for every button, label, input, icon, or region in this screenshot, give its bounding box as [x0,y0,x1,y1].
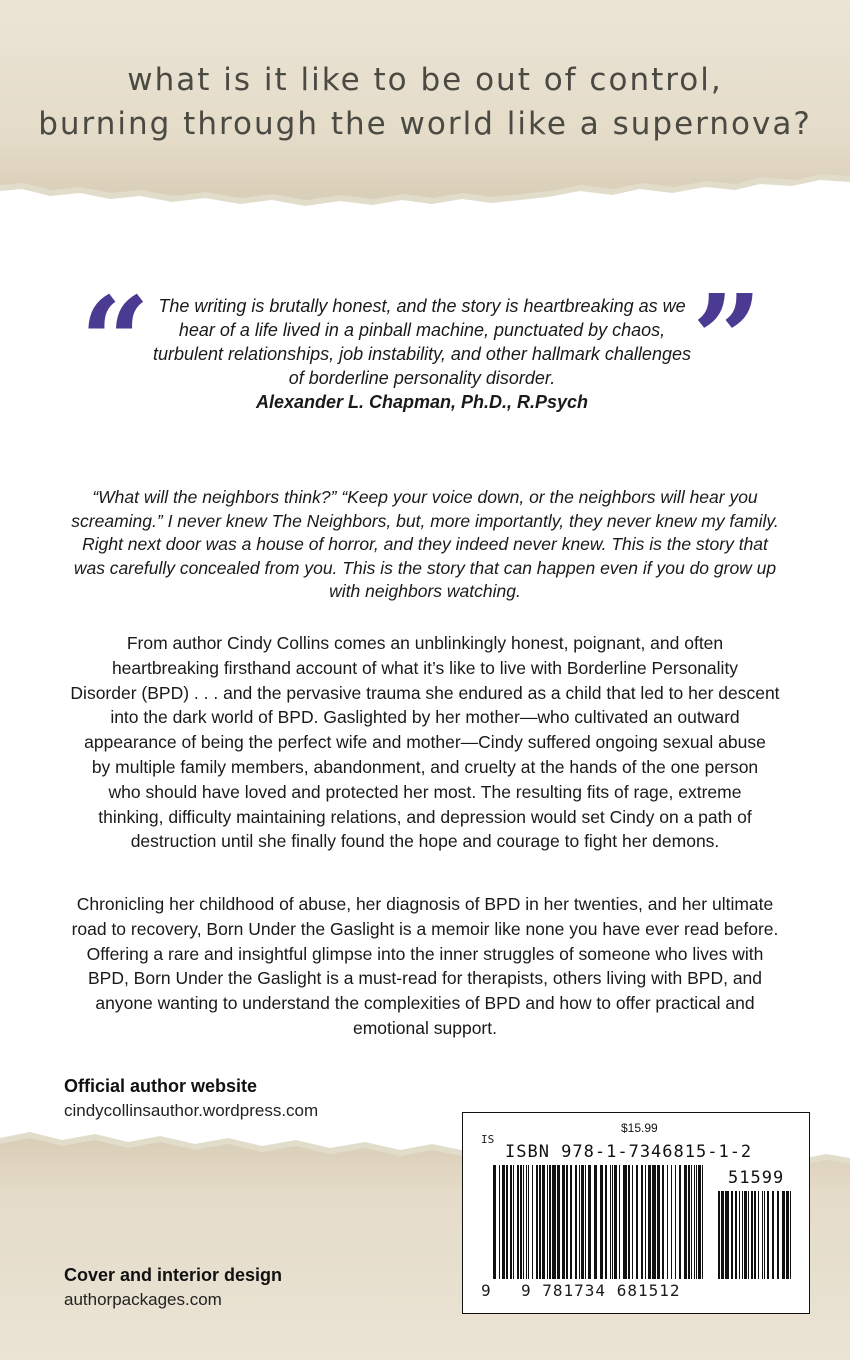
barcode-bar [636,1165,638,1279]
barcode-bar [748,1191,749,1279]
barcode-bar [585,1165,586,1279]
p1-line-6: by multiple family members, abandonment, and cruelty at the hands of the one person [91,756,759,777]
barcode-bar [688,1165,690,1279]
barcode-bar [790,1191,791,1279]
barcode-bar [513,1165,514,1279]
endorsement [80,267,770,430]
barcode-bar [662,1165,664,1279]
barcode-bar [675,1165,676,1279]
barcode-bar [698,1165,701,1279]
isbn-prefix: IS [481,1133,495,1146]
barcode-bar [742,1191,743,1279]
intro-line-4: was carefully concealed from you. This is the story that can happen even if you do grow up [73,557,777,578]
barcode-bar [721,1191,724,1279]
p2-line-6: emotional support. [353,1017,497,1038]
barcode-bar [786,1191,789,1279]
intro-line-3: Right next door was a house of horror, and they indeed never knew. This is the story that [82,534,768,554]
ean-lead-digit: 9 [481,1281,491,1300]
p2-line-1: Chronicling her childhood of abuse, her diagnosis of BPD in her twenties, and her ultimate [76,894,774,914]
p1-line-7: who should have loved and protected her most. The resulting fits of rage, extreme [108,781,742,802]
barcode-bar [744,1191,747,1279]
barcode-bar [645,1165,646,1279]
p1-line-4: into the dark world of BPD. Gaslighted by her mother—who cultivated an outward [110,707,740,728]
intro-line-2: screaming.” I never knew The Neighbors, but, more importantly, they never knew my family. [71,510,779,531]
price-addon-code: 51599 [728,1168,785,1188]
barcode-bar [510,1165,512,1279]
barcode-bar [764,1191,765,1279]
isbn-number: ISBN 978-1-7346815-1-2 [505,1142,753,1162]
barcode-bar [532,1165,533,1279]
endorsement-line-3: turbulent relationships, job instability, and other hallmark challenges [153,344,691,364]
barcode-bar [657,1165,660,1279]
barcode-bar [671,1165,672,1279]
barcode-bar [718,1191,720,1279]
barcode-bar [632,1165,633,1279]
barcode-bar [575,1165,577,1279]
barcode-bar [614,1165,617,1279]
barcode-bar [562,1165,565,1279]
barcode-bar [731,1191,733,1279]
barcode-bar [539,1165,541,1279]
ean-digits: 9 781734 681512 [521,1281,681,1300]
author-website-link[interactable]: cindycollinsauthor.wordpress.com [64,1101,319,1120]
tagline-line-1: what is it like to be out of control, [127,62,723,98]
intro-line-5: with neighbors watching. [329,581,521,601]
p1-line-3: Disorder (BPD) . . . and the pervasive trauma she endured as a child that led to her descent [70,682,780,703]
barcode-bar [667,1165,668,1279]
barcode-bar [652,1165,656,1279]
endorsement-line-4: of borderline personality disorder. [288,368,556,388]
p2-line-4: BPD, Born Under the Gaslight is a must-read for therapists, others living with BPD, and [87,968,763,989]
barcode-bar [552,1165,556,1279]
description-paragraph-1 [62,631,788,854]
barcode-bar [767,1191,769,1279]
description-paragraph-2 [58,892,792,1041]
p1-line-2: heartbreaking firsthand account of what it’s like to live with Borderline Personality [111,657,739,678]
p1-line-5: appearance of being the perfect wife and mother—Cindy suffered ongoing sexual abuse [84,732,766,753]
barcode-bar [588,1165,591,1279]
barcode-bar [648,1165,651,1279]
barcode-bar [566,1165,568,1279]
barcode-bar [696,1165,697,1279]
barcode-bar [772,1191,774,1279]
barcode-bar [739,1191,740,1279]
barcode-bar [691,1165,692,1279]
p2-line-5: anyone wanting to understand the complexities of BPD and how to offer practical and [95,993,755,1014]
design-credit-link[interactable]: authorpackages.com [64,1290,222,1309]
barcode-bar [570,1165,572,1279]
barcode-bar [628,1165,630,1279]
barcode-bar [679,1165,681,1279]
p1-line-8: thinking, difficulty maintaining relations, and depression would set Cindy on a path of [98,806,752,827]
barcode-bar [623,1165,627,1279]
barcode-bar [526,1165,527,1279]
barcode-bar [523,1165,524,1279]
endorsement-line-1: The writing is brutally honest, and the story is heartbreaking as we [158,296,686,316]
close-quote-icon: ” [692,267,763,411]
p2-line-2: road to recovery, Born Under the Gaslight is a memoir like none you have ever read before. [71,918,779,939]
barcode-bar [600,1165,603,1279]
endorsement-line-2: hear of a life lived in a pinball machine, punctuated by chaos, [178,320,666,340]
barcode-bar [762,1191,763,1279]
p1-line-9: destruction until she finally found the hope and courage to fight her demons. [130,831,720,852]
barcode-bar [605,1165,607,1279]
open-quote-icon: “ [80,269,151,413]
price: $15.99 [621,1121,658,1135]
barcode-bar [499,1165,500,1279]
barcode-bar [684,1165,687,1279]
isbn-barcode [462,1112,810,1314]
tagline-line-2: burning through the world like a supernova? [38,106,812,142]
barcode-bar [594,1165,597,1279]
barcode-bar [547,1165,548,1279]
barcode-bar [542,1165,545,1279]
tagline [0,58,850,146]
barcode-bar [694,1165,695,1279]
barcode-bar [581,1165,584,1279]
barcode-bar [528,1165,529,1279]
intro-quote [70,486,780,604]
barcode-bar [735,1191,737,1279]
barcode-bar [612,1165,613,1279]
barcode-bar [777,1191,779,1279]
barcode-bar [536,1165,538,1279]
barcode-bar [557,1165,560,1279]
barcode-bar [725,1191,729,1279]
barcode-bar [758,1191,759,1279]
endorsement-text [152,294,692,414]
barcode-bar [493,1165,496,1279]
barcode-bar [579,1165,580,1279]
design-credit-heading: Cover and interior design [64,1265,283,1285]
barcode-bar [520,1165,522,1279]
barcode-bar [610,1165,611,1279]
barcode-bar [751,1191,753,1279]
barcode-bar [506,1165,508,1279]
barcode-bar [619,1165,620,1279]
p1-line-1: From author Cindy Collins comes an unblinkingly honest, poignant, and often [126,633,724,653]
author-website-heading: Official author website [64,1076,258,1096]
p2-line-3: Offering a rare and insightful glimpse into the inner struggles of someone who lives with [86,943,764,964]
intro-line-1: “What will the neighbors think?” “Keep your voice down, or the neighbors will hear you [92,487,758,507]
barcode-bar [702,1165,703,1279]
barcode-bar [502,1165,505,1279]
barcode-bar [782,1191,785,1279]
barcode-bar [641,1165,643,1279]
endorsement-author: Alexander L. Chapman, Ph.D., R.Psych [255,392,589,412]
barcode-bar [754,1191,756,1279]
barcode-bar [517,1165,519,1279]
barcode-bar [549,1165,551,1279]
